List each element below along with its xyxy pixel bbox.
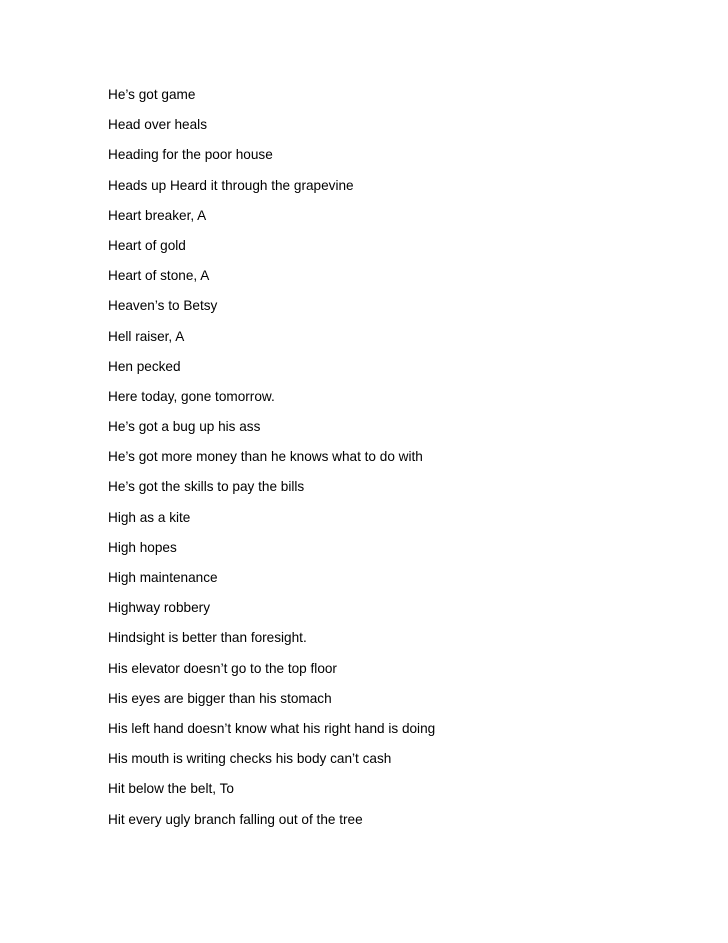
phrase-item: He’s got more money than he knows what to do with xyxy=(108,449,423,465)
phrase-item: High as a kite xyxy=(108,509,191,525)
phrase-list xyxy=(108,86,435,841)
phrase-item: Heads up Heard it through the grapevine xyxy=(108,177,354,193)
phrase-item: Hen pecked xyxy=(108,358,181,374)
phrase-item: Heart of stone, A xyxy=(108,268,210,284)
phrase-item: Heaven’s to Betsy xyxy=(108,298,218,314)
phrase-item: His elevator doesn’t go to the top floor xyxy=(108,660,337,676)
phrase-item: Highway robbery xyxy=(108,600,210,616)
phrase-item: His eyes are bigger than his stomach xyxy=(108,690,332,706)
phrase-item: Heart of gold xyxy=(108,237,186,253)
phrase-item: He’s got game xyxy=(108,87,196,102)
phrase-item: Heart breaker, A xyxy=(108,207,207,223)
phrase-item: Hit every ugly branch falling out of the tree xyxy=(108,811,363,827)
phrase-item: Here today, gone tomorrow. xyxy=(108,388,275,404)
phrase-item: His mouth is writing checks his body can’t cash xyxy=(108,751,392,767)
phrase-item: Hell raiser, A xyxy=(108,328,185,344)
phrase-item: Head over heals xyxy=(108,117,207,133)
phrase-item: He’s got the skills to pay the bills xyxy=(108,479,305,495)
phrase-item: He’s got a bug up his ass xyxy=(108,419,261,435)
phrase-item: Heading for the poor house xyxy=(108,147,273,163)
phrase-item: High maintenance xyxy=(108,570,218,585)
phrase-item: His left hand doesn’t know what his right hand is doing xyxy=(108,720,436,736)
phrase-item: Hit below the belt, To xyxy=(108,781,234,797)
phrase-item: High hopes xyxy=(108,539,177,555)
phrase-item: Hindsight is better than foresight. xyxy=(108,630,307,646)
